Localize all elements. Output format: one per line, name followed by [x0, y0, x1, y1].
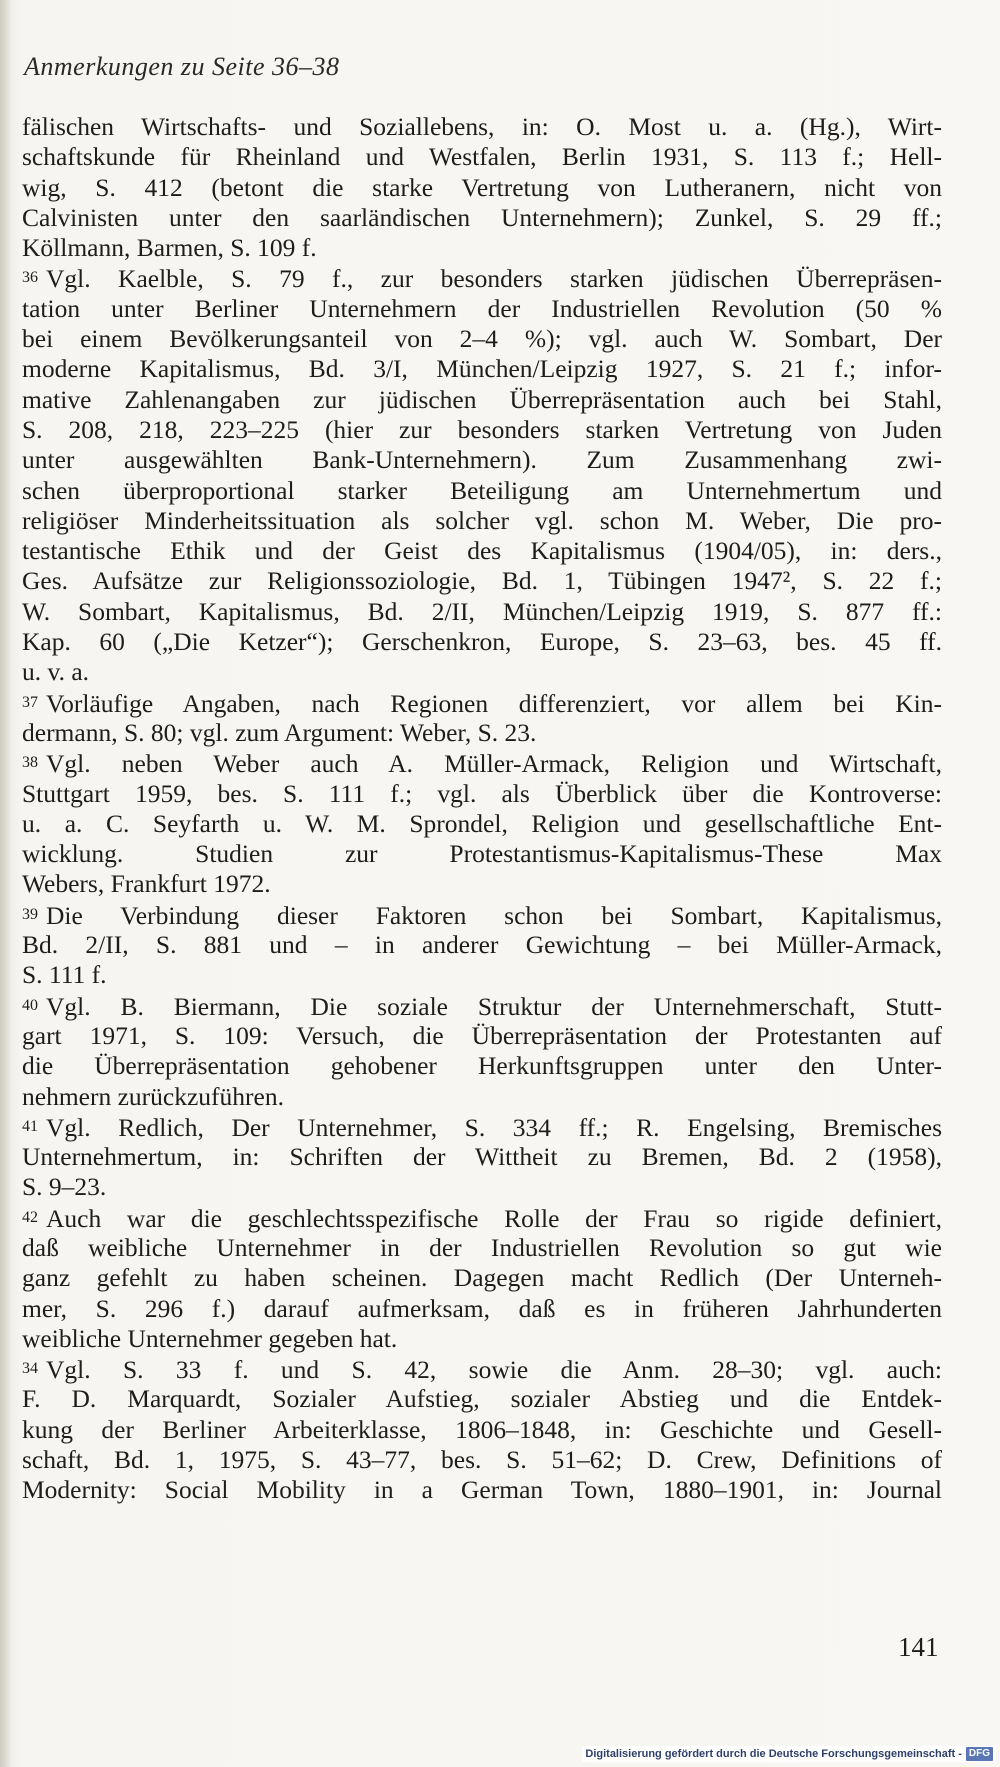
line-text: schaftskunde für Rheinland und Westfalen, Berlin 1931, S. 113 f.; Hell- — [22, 142, 942, 172]
text-line — [22, 233, 942, 263]
text-line — [22, 445, 942, 475]
text-line — [22, 415, 942, 445]
text-line — [22, 1384, 942, 1414]
text-line — [22, 839, 942, 869]
text-line — [22, 1051, 942, 1081]
line-text: Modernity: Social Mobility in a German Town, 1880–1901, in: Journal — [22, 1475, 942, 1505]
line-text: testantische Ethik und der Geist des Kapitalismus (1904/05), in: ders., — [22, 536, 942, 566]
line-text: F. D. Marquardt, Sozialer Aufstieg, sozialer Abstieg und die Entdek- — [22, 1384, 942, 1414]
text-line — [22, 779, 942, 809]
line-text: Bd. 2/II, S. 881 und – in anderer Gewichtung – bei Müller-Armack, — [22, 930, 942, 960]
footnote-first-line — [22, 688, 942, 718]
dfg-logo: DFG — [966, 1747, 993, 1761]
text-line — [22, 142, 942, 172]
line-text: S. 111 f. — [22, 960, 107, 990]
footnote-number: 40 — [22, 996, 38, 1014]
text-line — [22, 1294, 942, 1324]
page-number: 141 — [898, 1632, 939, 1662]
line-text: wig, S. 412 (betont die starke Vertretung von Lutheranern, nicht von — [22, 172, 942, 202]
line-text: nehmern zurückzuführen. — [22, 1081, 284, 1111]
text-line — [22, 354, 942, 384]
running-head: Anmerkungen zu Seite 36–38 — [24, 52, 340, 81]
text-line — [22, 566, 942, 596]
line-text: daß weibliche Unternehmer in der Industriellen Revolution so gut wie — [22, 1232, 942, 1262]
footnote-number: 36 — [22, 269, 38, 287]
footnote-number: 39 — [22, 905, 38, 923]
text-line — [22, 294, 942, 324]
footnote-number: 34 — [22, 1360, 38, 1378]
text-line — [22, 657, 942, 687]
footnote-number: 42 — [22, 1208, 38, 1226]
line-text: Vgl. S. 33 f. und S. 42, sowie die Anm. 28–30; vgl. auch: — [46, 1355, 942, 1385]
text-line — [22, 506, 942, 536]
line-text: Stuttgart 1959, bes. S. 111 f.; vgl. als Überblick über die Kontroverse: — [22, 778, 942, 808]
line-text: Vgl. B. Biermann, Die soziale Struktur der Unternehmerschaft, Stutt- — [46, 991, 942, 1021]
text-line — [22, 1263, 942, 1293]
line-text: Die Verbindung dieser Faktoren schon bei Sombart, Kapitalismus, — [46, 900, 942, 930]
digitization-notice-text: Digitalisierung gefördert durch die Deutsche Forschungsgemeinschaft - — [585, 1748, 962, 1760]
line-text: mative Zahlenangaben zur jüdischen Überrepräsentation auch bei Stahl, — [22, 384, 942, 414]
text-line — [22, 173, 942, 203]
footnote-first-line — [22, 1112, 942, 1142]
text-line — [22, 1021, 942, 1051]
line-text: Vgl. Redlich, Der Unternehmer, S. 334 ff.; R. Engelsing, Bremisches — [46, 1112, 942, 1142]
text-line — [22, 597, 942, 627]
line-text: u. v. a. — [22, 657, 90, 687]
line-text: dermann, S. 80; vgl. zum Argument: Weber, S. 23. — [22, 717, 537, 747]
line-text: Köllmann, Barmen, S. 109 f. — [22, 233, 317, 263]
text-line — [22, 1324, 942, 1354]
text-line — [22, 1475, 942, 1505]
text-line — [22, 324, 942, 354]
text-line — [22, 869, 942, 899]
line-text: weibliche Unternehmer gegeben hat. — [22, 1323, 398, 1353]
line-text: schen überproportional starker Beteiligung am Unternehmertum und — [22, 475, 942, 505]
line-text: fälischen Wirtschafts- und Soziallebens, in: O. Most u. a. (Hg.), Wirt- — [22, 112, 942, 141]
text-line — [22, 203, 942, 233]
footnote-number: 37 — [22, 693, 38, 711]
text-line — [22, 1082, 942, 1112]
page-gutter-shadow — [0, 0, 12, 1767]
text-line — [22, 718, 942, 748]
line-text: ganz gefehlt zu haben scheinen. Dagegen macht Redlich (Der Unterneh- — [22, 1263, 942, 1293]
line-text: Vorläufige Angaben, nach Regionen differenziert, vor allem bei Kin- — [46, 688, 942, 718]
footnote-number: 38 — [22, 754, 38, 772]
text-line — [22, 627, 942, 657]
line-text: moderne Kapitalismus, Bd. 3/I, München/Leipzig 1927, S. 21 f.; infor- — [22, 354, 942, 384]
footnote-number: 41 — [22, 1117, 38, 1135]
footnote-first-line — [22, 900, 942, 930]
footnote-first-line — [22, 748, 942, 778]
text-line — [22, 1142, 942, 1172]
line-text: Auch war die geschlechtsspezifische Rolle der Frau so rigide definiert, — [46, 1203, 942, 1233]
text-line — [22, 1445, 942, 1475]
text-line — [22, 112, 942, 142]
footnote-first-line — [22, 1354, 942, 1384]
line-text: die Überrepräsentation gehobener Herkunftsgruppen unter den Unter- — [22, 1051, 942, 1081]
line-text: Vgl. neben Weber auch A. Müller-Armack, Religion und Wirtschaft, — [46, 749, 942, 779]
line-text: Calvinisten unter den saarländischen Unternehmern); Zunkel, S. 29 ff.; — [22, 202, 942, 232]
text-line — [22, 960, 942, 990]
line-text: S. 9–23. — [22, 1172, 107, 1202]
line-text: Vgl. Kaelble, S. 79 f., zur besonders starken jüdischen Überrepräsen- — [46, 264, 942, 294]
digitization-notice — [582, 1746, 996, 1762]
line-text: Webers, Frankfurt 1972. — [22, 869, 271, 899]
line-text: Unternehmertum, in: Schriften der Wittheit zu Bremen, Bd. 2 (1958), — [22, 1142, 942, 1172]
line-text: unter ausgewählten Bank-Unternehmern). Zum Zusammenhang zwi- — [22, 445, 942, 475]
text-line — [22, 1415, 942, 1445]
footnote-first-line — [22, 991, 942, 1021]
line-text: schaft, Bd. 1, 1975, S. 43–77, bes. S. 51–62; D. Crew, Definitions of — [22, 1445, 942, 1475]
text-line — [22, 476, 942, 506]
line-text: religiöser Minderheitssituation als solcher vgl. schon M. Weber, Die pro- — [22, 505, 942, 535]
line-text: gart 1971, S. 109: Versuch, die Überrepräsentation der Protestanten auf — [22, 1020, 942, 1050]
text-line — [22, 930, 942, 960]
line-text: kung der Berliner Arbeiterklasse, 1806–1848, in: Geschichte und Gesell- — [22, 1414, 942, 1444]
line-text: u. a. C. Seyfarth u. W. M. Sprondel, Religion und gesellschaftliche Ent- — [22, 808, 942, 838]
line-text: Kap. 60 („Die Ketzer“); Gerschenkron, Europe, S. 23–63, bes. 45 ff. — [22, 627, 942, 657]
line-text: tation unter Berliner Unternehmern der Industriellen Revolution (50 % — [22, 293, 942, 323]
line-text: S. 208, 218, 223–225 (hier zur besonders starken Vertretung von Juden — [22, 414, 942, 444]
text-line — [22, 809, 942, 839]
line-text: bei einem Bevölkerungsanteil von 2–4 %); vgl. auch W. Sombart, Der — [22, 324, 942, 354]
footnote-first-line — [22, 263, 942, 293]
line-text: mer, S. 296 f.) darauf aufmerksam, daß es in früheren Jahrhunderten — [22, 1293, 942, 1323]
line-text: W. Sombart, Kapitalismus, Bd. 2/II, München/Leipzig 1919, S. 877 ff.: — [22, 596, 942, 626]
footnote-first-line — [22, 1203, 942, 1233]
text-line — [22, 536, 942, 566]
text-line — [22, 1172, 942, 1202]
text-line — [22, 385, 942, 415]
line-text: wicklung. Studien zur Protestantismus-Kapitalismus-These Max — [22, 839, 942, 869]
notes-body — [22, 112, 942, 1506]
line-text: Ges. Aufsätze zur Religionssoziologie, Bd. 1, Tübingen 1947², S. 22 f.; — [22, 566, 942, 596]
text-line — [22, 1233, 942, 1263]
